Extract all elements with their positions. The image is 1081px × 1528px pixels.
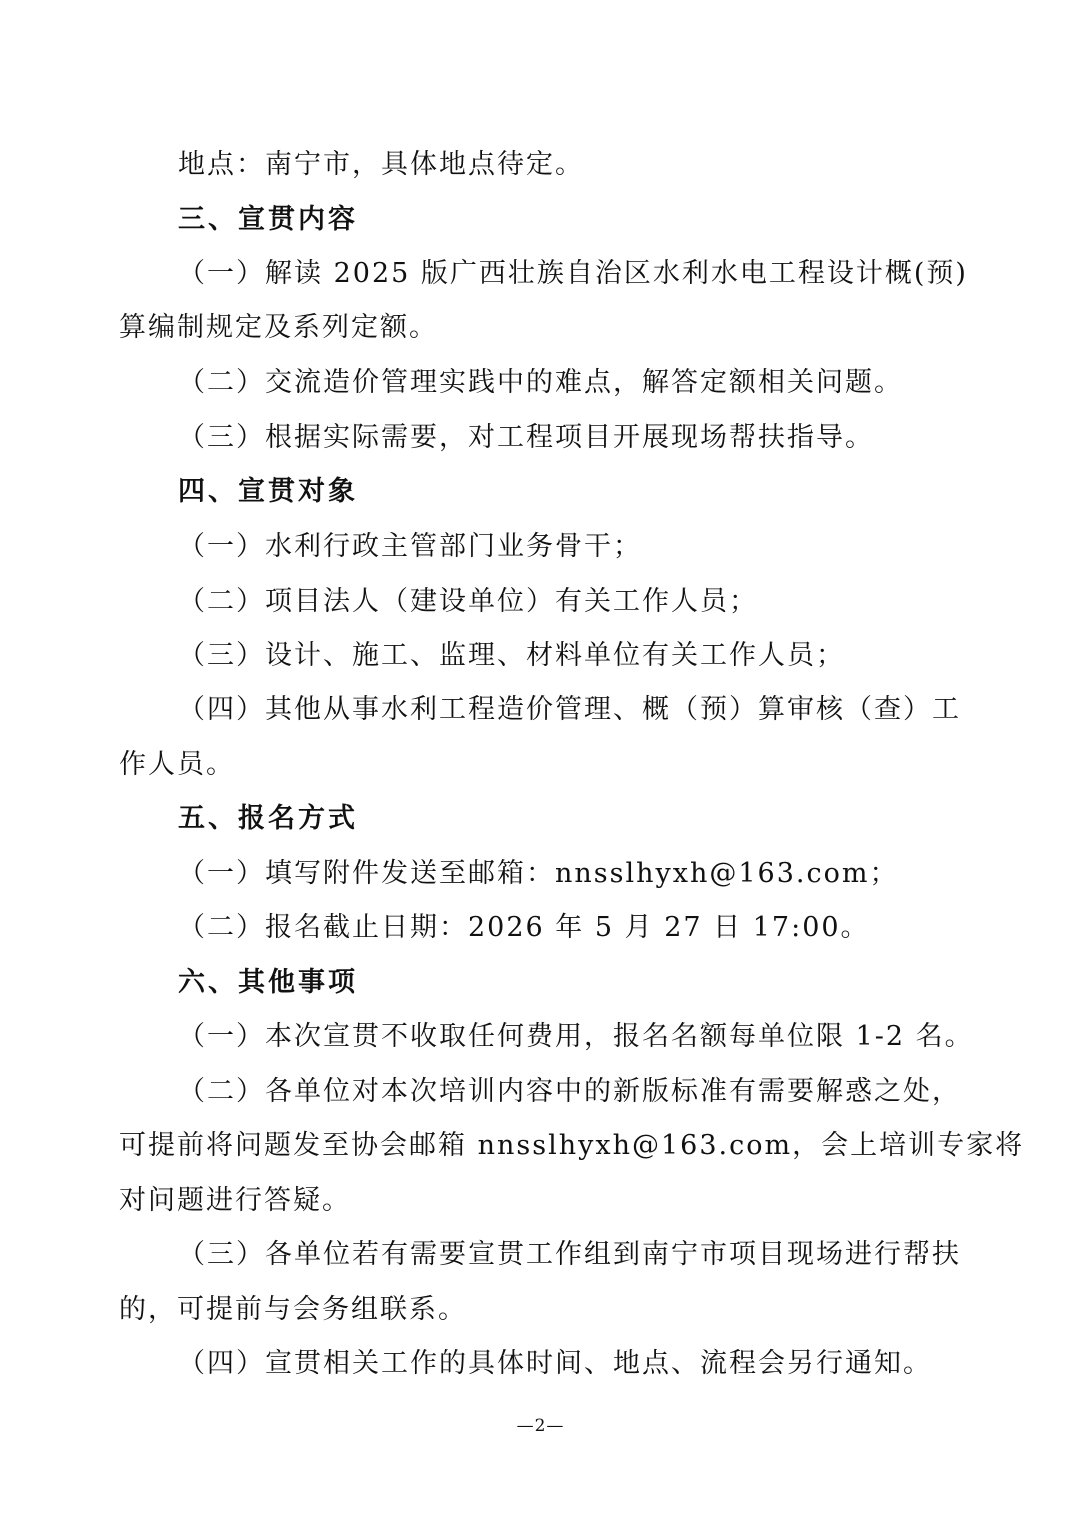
section-3-item-1-line-2: 算编制规定及系列定额。 [119,312,438,343]
section-4-item-4-line-1: （四）其他从事水利工程造价管理、概（预）算审核（查）工 [178,694,961,725]
section-4-item-4-line-2: 作人员。 [119,749,235,780]
section-6-item-2-line-3: 对问题进行答疑。 [119,1185,351,1216]
section-4-item-1: （一）水利行政主管部门业务骨干； [178,531,642,562]
section-6-item-2-line-2: 可提前将问题发至协会邮箱 nnsslhyxh@163.com，会上培训专家将 [119,1130,1025,1161]
section-3-heading: 三、宣贯内容 [178,204,358,235]
section-3-item-2: （二）交流造价管理实践中的难点，解答定额相关问题。 [178,367,903,398]
section-5-heading: 五、报名方式 [178,803,358,834]
section-3-item-3: （三）根据实际需要，对工程项目开展现场帮扶指导。 [178,422,874,453]
section-4-heading: 四、宣贯对象 [178,476,358,507]
section-4-item-3: （三）设计、施工、监理、材料单位有关工作人员； [178,640,845,671]
section-6-item-2-line-1: （二）各单位对本次培训内容中的新版标准有需要解惑之处， [178,1076,961,1107]
section-5-item-1: （一）填写附件发送至邮箱：nnsslhyxh@163.com； [178,858,899,889]
section-3-item-1-line-1: （一）解读 2025 版广西壮族自治区水利水电工程设计概(预) [178,258,968,289]
section-6-heading: 六、其他事项 [178,967,358,998]
section-6-item-4: （四）宣贯相关工作的具体时间、地点、流程会另行通知。 [178,1348,932,1379]
section-5-item-2: （二）报名截止日期：2026 年 5 月 27 日 17:00。 [178,912,870,943]
section-6-item-3-line-1: （三）各单位若有需要宣贯工作组到南宁市项目现场进行帮扶 [178,1239,961,1270]
section-6-item-3-line-2: 的，可提前与会务组联系。 [119,1294,467,1325]
section-6-item-1: （一）本次宣贯不收取任何费用，报名名额每单位限 1-2 名。 [178,1021,974,1052]
location-paragraph: 地点：南宁市，具体地点待定。 [178,149,584,180]
page-number: —2— [516,1416,565,1436]
section-4-item-2: （二）项目法人（建设单位）有关工作人员； [178,586,758,617]
